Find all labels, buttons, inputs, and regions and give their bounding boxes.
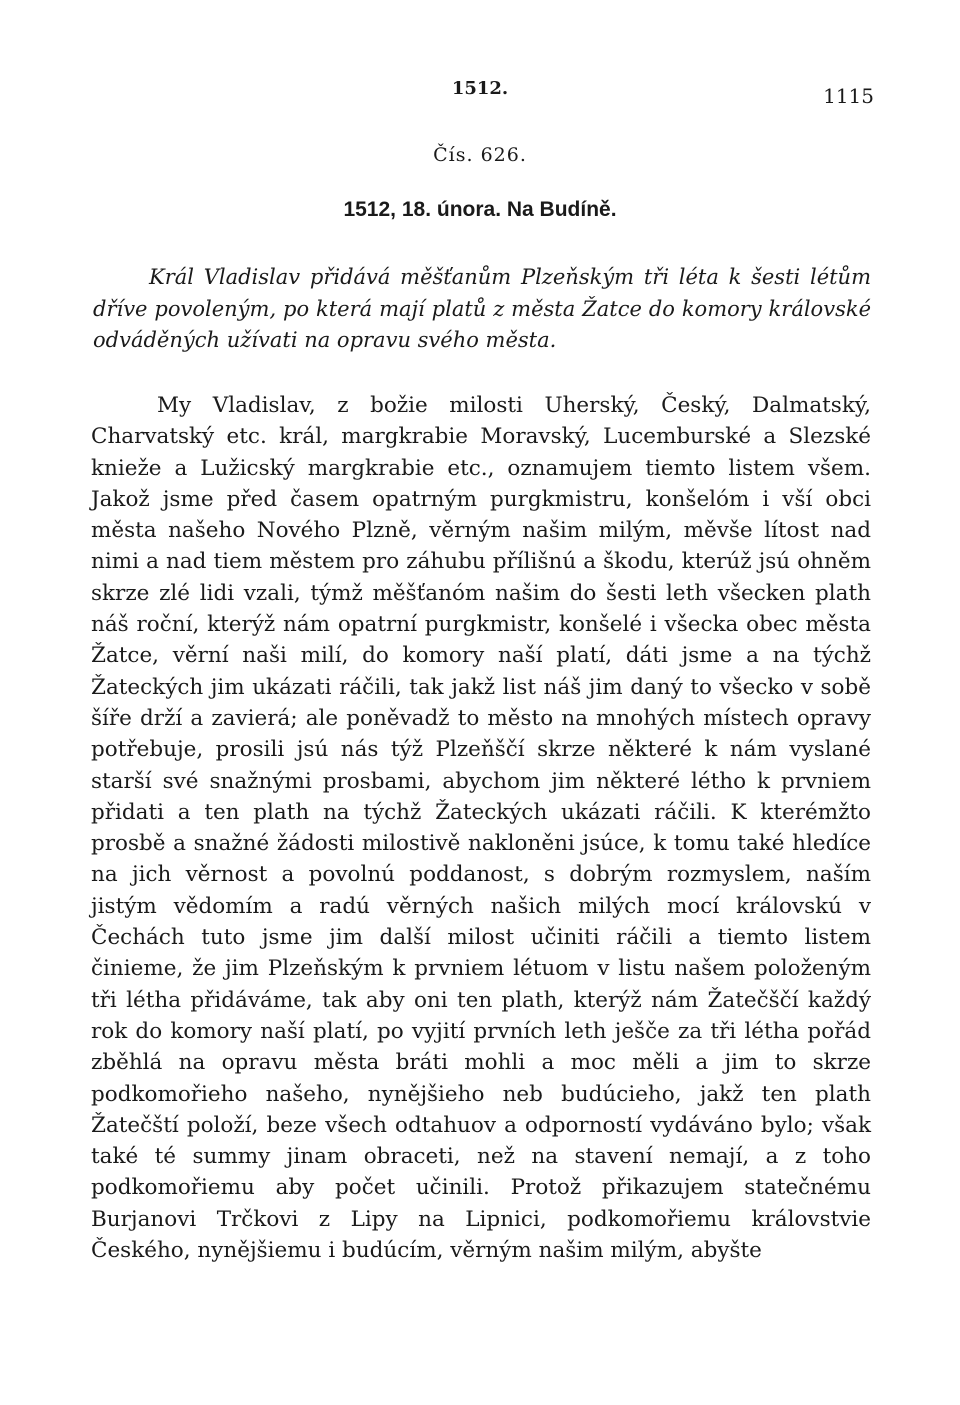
document-number: Čís. 626.	[433, 144, 527, 166]
page-number: 1115	[823, 84, 874, 108]
document-dateline: 1512, 18. února. Na Budíně.	[343, 198, 617, 221]
running-year-header: 1512.	[451, 78, 509, 99]
document-body-text: My Vladislav, z božie milosti Uherský, Český, Dalmatský, Charvatský etc. král, margkrabie Moravský, Lucemburské a Slezské knieže a Lužicský margkrabie etc., oznamujem tiemto listem všem. Jakož jsme před časem opatrným purgkmistru, konšelóm i vší obci města našeho Nového Plzně, věrným našim milým, měvše lítost nad nimi a nad tiem městem pro záhubu přílišnú a škodu, kterúž jsú ohněm skrze zlé lidi vzali, týmž měšťanóm našim do šesti leth všecken plath náš roční, kterýž nám opatrní purgkmistr, konšelé i všecka obec města Žatce, věrní naši milí, do komory naší platí, dáti jsme a na týchž Žateckých jim ukázati ráčili, tak jakž list náš jim daný to všecko v sobě šíře drží a zavierá; ale poněvadž to město na mnohých místech opravy potřebuje, prosili jsú nás týž Plzeňščí skrze některé k nám vyslané starší své snažnými prosbami, abychom jim některé létho k prvniem přidati a ten plath na týchž Žateckých ukázati ráčili. K kterémžto prosbě a snažné žádosti milostivě nakloněni jsúce, k tomu také hledíce na jich věrnost a povolnú poddanost, s dobrým rozmyslem, naším jistým vědomím a radú věrných našich milých mocí královskú v Čechách tuto jsme jim další milost učiniti ráčili a tiemto listem činieme, že jim Plzeňským k prvniem létuom v listu našem položeným tři létha přidáváme, tak aby oni ten plath, kterýž nám Žatečščí každý rok do komory naší platí, po vyjití prvních leth ješče za tři létha pořád zběhlá na opravu města bráti mohli a moc měli a jim to skrze podkomořieho našeho, nynějšieho neb budúcieho, jakž ten plath Žatečští položí, beze všech odtahuov a odporností vydáváno bylo; však také té summy jinam obraceti, než na stavení nemají, a z toho podkomořiemu aby počet učinili. Protož přikazujem statečnému Burjanovi Trčkovi z Lipy na Lipnici, podkomořiemu královstvie Českého, nynějšiemu i budúcím, věrným našim milým, abyšte	[91, 393, 871, 1264]
document-regest: Král Vladislav přidává měšťanům Plzeňským tři léta k šesti létům dříve povoleným, po která mají platů z města Žatce do komory královské odváděných užívati na opravu svého města.	[93, 265, 871, 352]
